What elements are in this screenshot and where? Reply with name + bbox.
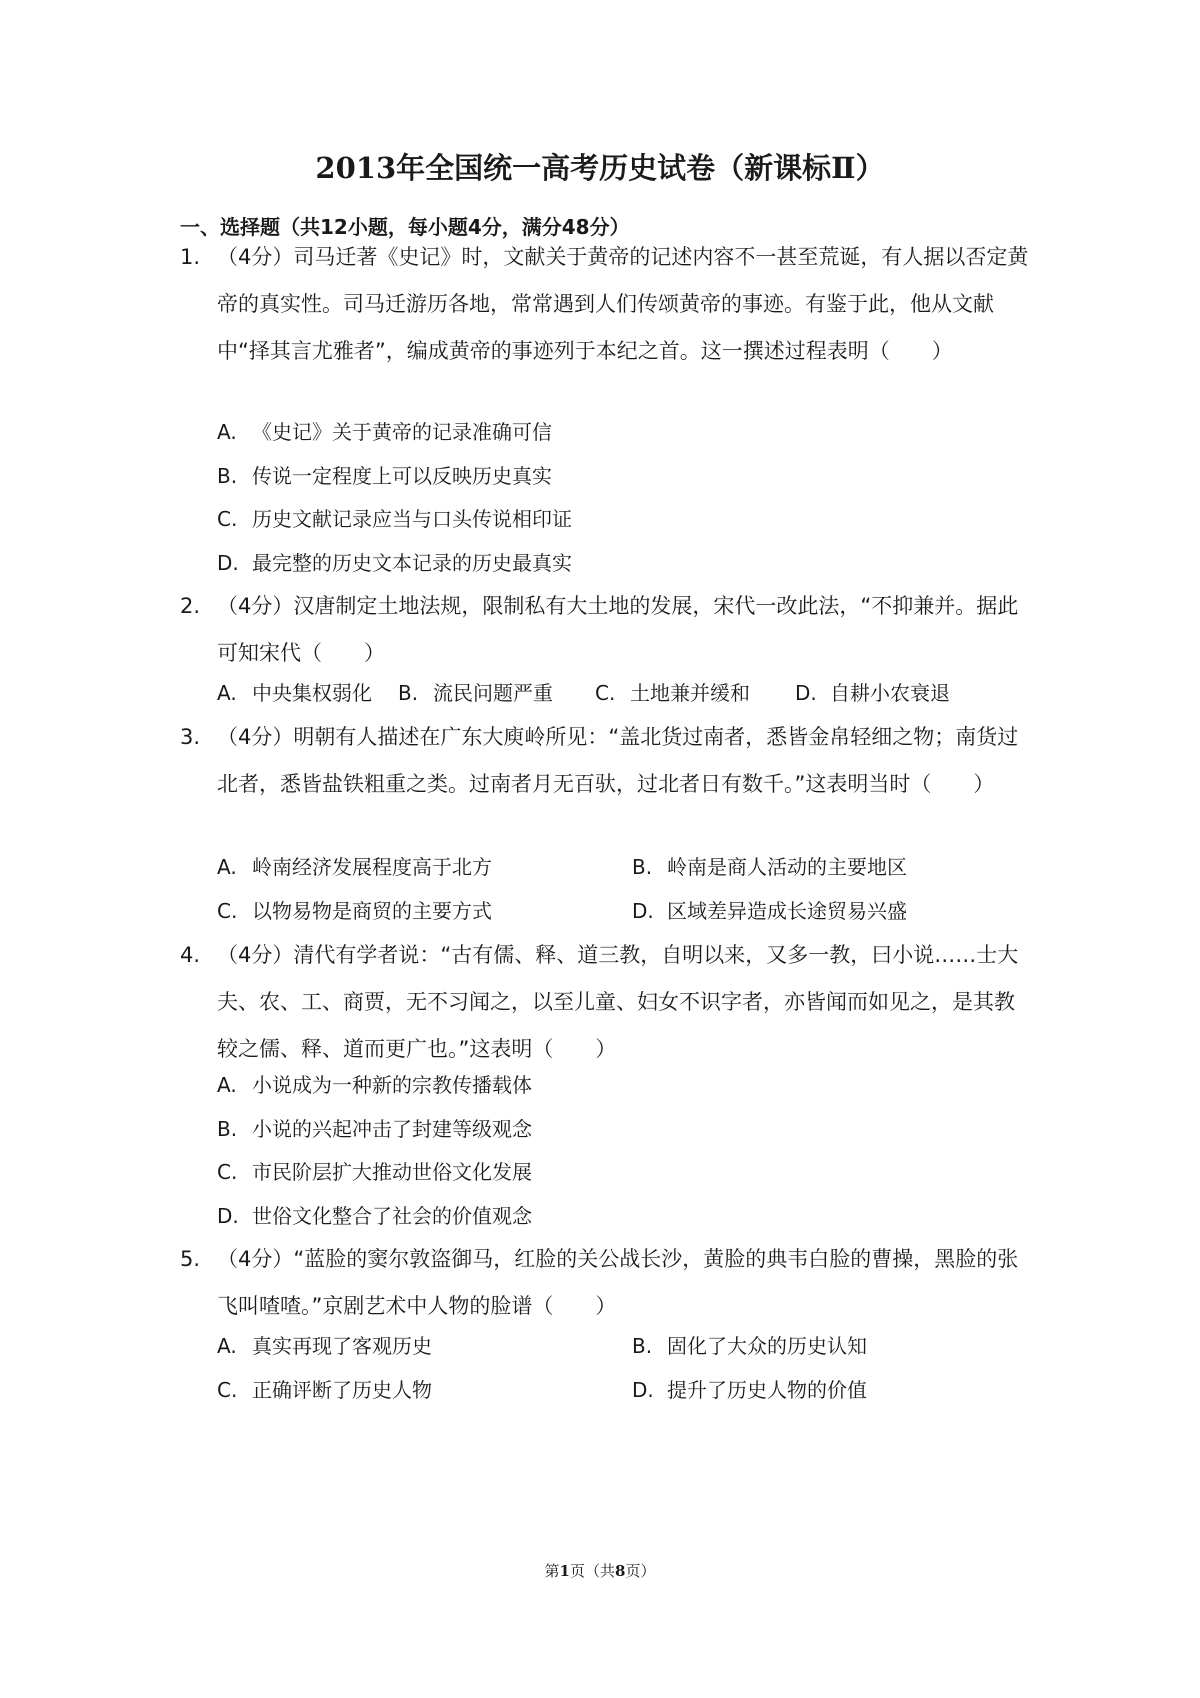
- option-text: 市民阶层扩大推动世俗文化发展: [252, 1160, 532, 1184]
- question-number: 3.: [180, 725, 201, 749]
- option-text: 流民问题严重: [433, 681, 553, 705]
- option-c: [217, 896, 492, 926]
- option-label: A.: [217, 855, 237, 879]
- option-text: 以物易物是商贸的主要方式: [252, 899, 492, 923]
- option-text: 土地兼并缓和: [630, 681, 750, 705]
- option-label: C.: [217, 899, 238, 923]
- option-label: B.: [217, 1117, 238, 1141]
- option-a: [217, 678, 372, 708]
- option-text: 自耕小农衰退: [830, 681, 950, 705]
- option-text: 中央集权弱化: [252, 681, 372, 705]
- question-text: （4分）汉唐制定土地法规，限制私有大土地的发展，宋代一改此法，“不抑兼并。据此可知宋代（ ）: [217, 594, 1019, 665]
- option-text: 历史文献记录应当与口头传说相印证: [252, 507, 572, 531]
- option-d: [632, 1375, 867, 1405]
- footer-prefix: 第: [544, 1562, 560, 1580]
- option-label: A.: [217, 681, 237, 705]
- option-label: C.: [217, 1160, 238, 1184]
- option-c: [217, 1157, 532, 1187]
- option-label: B.: [632, 1334, 653, 1358]
- option-c: [595, 678, 750, 708]
- option-b: [217, 1114, 532, 1144]
- footer-suffix: 页）: [625, 1562, 656, 1580]
- option-b: [632, 852, 907, 882]
- option-label: A.: [217, 420, 237, 444]
- option-text: 世俗文化整合了社会的价值观念: [252, 1204, 532, 1228]
- option-text: 小说成为一种新的宗教传播载体: [252, 1073, 532, 1097]
- option-text: 正确评断了历史人物: [252, 1378, 432, 1402]
- option-d: [217, 548, 572, 578]
- section-heading: 一、选择题（共12小题，每小题4分，满分48分）: [180, 215, 630, 239]
- option-label: D.: [632, 1378, 654, 1402]
- question-number: 2.: [180, 594, 201, 618]
- option-label: C.: [217, 507, 238, 531]
- footer-mid: 页（共: [569, 1562, 615, 1580]
- option-d: [632, 896, 907, 926]
- page-total: 8: [615, 1562, 626, 1580]
- option-label: D.: [217, 551, 239, 575]
- option-d: [217, 1201, 532, 1231]
- question-text: （4分）“蓝脸的窦尔敦盗御马，红脸的关公战长沙，黄脸的典韦白脸的曹操，黑脸的张飞叫喳喳。”京剧艺术中人物的脸谱（ ）: [217, 1247, 1019, 1318]
- option-a: [217, 1070, 532, 1100]
- option-text: 区域差异造成长途贸易兴盛: [667, 899, 907, 923]
- page-title: 2013年全国统一高考历史试卷（新课标Ⅱ）: [315, 151, 885, 185]
- option-a: [217, 1331, 432, 1361]
- option-label: D.: [795, 681, 817, 705]
- option-text: 岭南是商人活动的主要地区: [667, 855, 907, 879]
- option-label: B.: [398, 681, 419, 705]
- question-text: （4分）清代有学者说：“古有儒、释、道三教，自明以来，又多一教，曰小说……士大夫、农、工、商贾，无不习闻之，以至儿童、妇女不识字者，亦皆闻而如见之，是其教较之儒、释、道而更广也。”这表明（ ）: [217, 943, 1019, 1061]
- option-label: D.: [217, 1204, 239, 1228]
- option-label: D.: [632, 899, 654, 923]
- option-c: [217, 504, 572, 534]
- question-number: 1.: [180, 245, 201, 269]
- option-b: [217, 461, 552, 491]
- option-label: A.: [217, 1334, 237, 1358]
- option-text: 提升了历史人物的价值: [667, 1378, 867, 1402]
- option-text: 传说一定程度上可以反映历史真实: [252, 464, 552, 488]
- question-text: （4分）明朝有人描述在广东大庾岭所见：“盖北货过南者，悉皆金帛轻细之物；南货过北者，悉皆盐铁粗重之类。过南者月无百驮，过北者日有数千。”这表明当时（ ）: [217, 725, 1019, 796]
- option-text: 真实再现了客观历史: [252, 1334, 432, 1358]
- page-number: 1: [559, 1562, 570, 1580]
- option-text: 固化了大众的历史认知: [667, 1334, 867, 1358]
- option-b: [398, 678, 553, 708]
- option-text: 《史记》关于黄帝的记录准确可信: [252, 420, 552, 444]
- question-text: （4分）司马迁著《史记》时，文献关于黄帝的记述内容不一甚至荒诞，有人据以否定黄帝的真实性。司马迁游历各地，常常遇到人们传颂黄帝的事迹。有鉴于此，他从文献中“择其言尤雅者”，编成黄帝的事迹列于本纪之首。这一撰述过程表明（ ）: [217, 245, 1029, 363]
- option-a: [217, 417, 552, 447]
- option-a: [217, 852, 492, 882]
- option-label: B.: [217, 464, 238, 488]
- option-text: 小说的兴起冲击了封建等级观念: [252, 1117, 532, 1141]
- option-label: C.: [217, 1378, 238, 1402]
- option-label: B.: [632, 855, 653, 879]
- option-text: 最完整的历史文本记录的历史最真实: [252, 551, 572, 575]
- question-number: 5.: [180, 1247, 201, 1271]
- option-d: [795, 678, 950, 708]
- page-footer: [0, 1561, 1200, 1581]
- option-b: [632, 1331, 867, 1361]
- option-text: 岭南经济发展程度高于北方: [252, 855, 492, 879]
- option-label: A.: [217, 1073, 237, 1097]
- question-number: 4.: [180, 943, 201, 967]
- option-label: C.: [595, 681, 616, 705]
- option-c: [217, 1375, 432, 1405]
